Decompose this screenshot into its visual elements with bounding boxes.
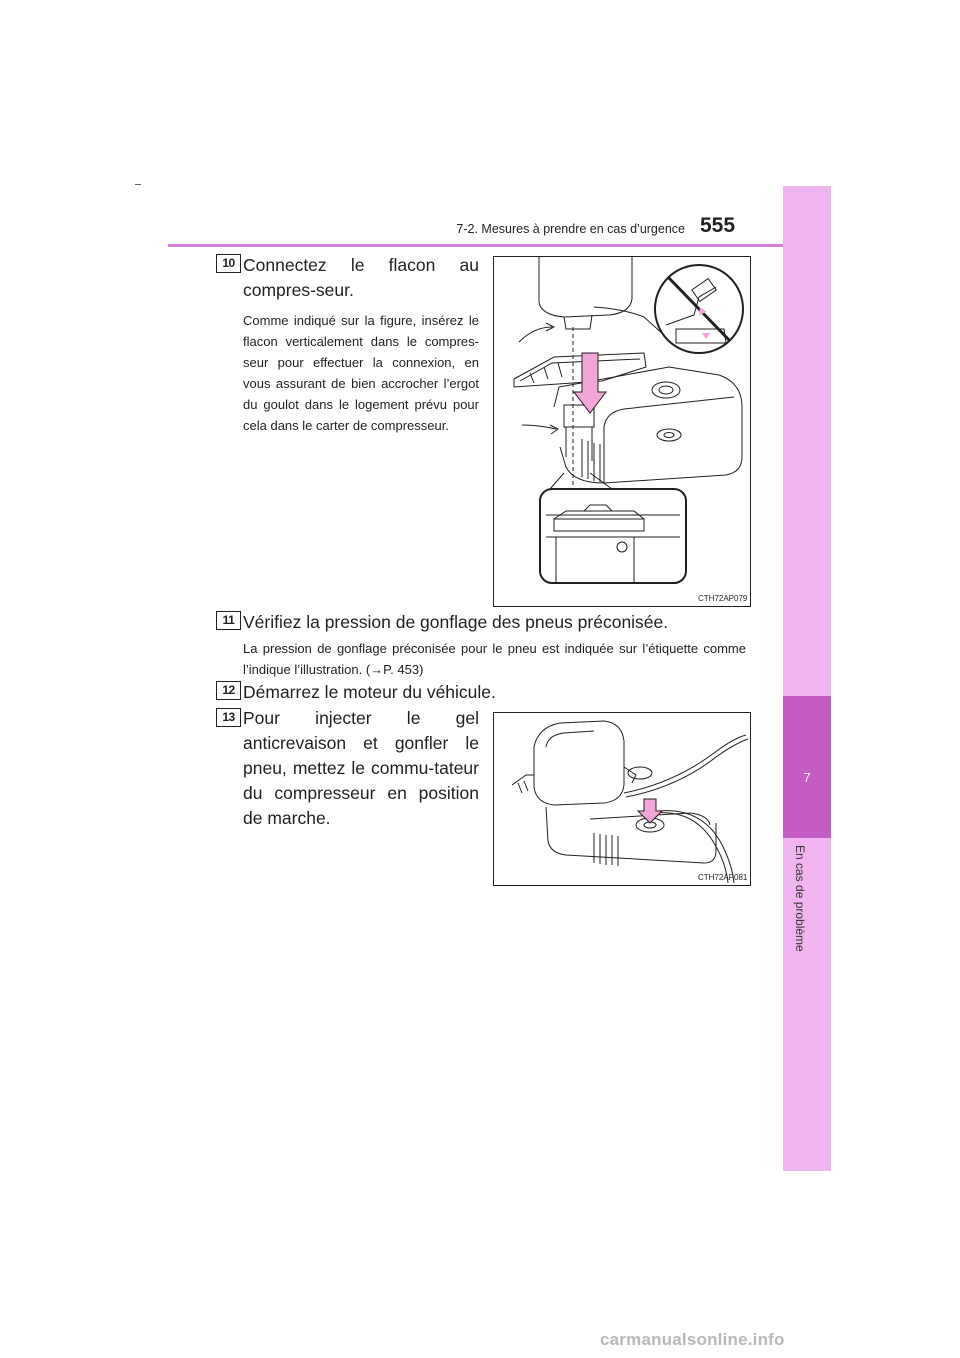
section-title: 7-2. Mesures à prendre en cas d’urgence [456, 222, 685, 236]
bottle-insertion-illustration [494, 257, 750, 606]
compressor-bottle-figure [493, 256, 751, 607]
step-detail: Comme indiqué sur la figure, insérez le flacon verticalement dans le compres-seur pour effectuer la connexion, en vous assurant de bien accrocher l’ergot du goulot dans le logement prévu pour cela dans le carter de compresseur. [243, 313, 479, 433]
step-text: Vérifiez la pression de gonflage des pneus préconisée. [243, 612, 669, 632]
compressor-switch-figure [493, 712, 751, 886]
chapter-side-tab-active [783, 696, 831, 838]
step-number-badge: 12 [216, 681, 241, 700]
step-number-badge: 10 [216, 254, 241, 273]
header-rule [168, 244, 831, 247]
step-detail: La pression de gonflage préconisée pour le pneu est indiquée sur l’étiquette comme l’indique l’illustration. (→P. 453) [243, 641, 746, 677]
step-text: Démarrez le moteur du véhicule. [243, 682, 496, 702]
chapter-title: En cas de problème [793, 845, 807, 952]
figure-code: CTH72AP079 [698, 594, 748, 603]
chapter-side-tab [783, 186, 831, 1171]
compressor-switch-illustration [494, 713, 750, 885]
crop-mark [135, 184, 141, 185]
step-text: Connectez le flacon au compres-seur. [243, 255, 479, 300]
watermark: carmanualsonline.info [600, 1330, 785, 1349]
chapter-number: 7 [803, 770, 811, 785]
step-number-badge: 11 [216, 611, 241, 630]
step-number-badge: 13 [216, 708, 241, 727]
page-number: 555 [700, 214, 736, 237]
step-text: Pour injecter le gel anticrevaison et gonfler le pneu, mettez le commu-tateur du compresseur en position de marche. [243, 708, 479, 828]
figure-code: CTH72AP081 [698, 873, 748, 882]
